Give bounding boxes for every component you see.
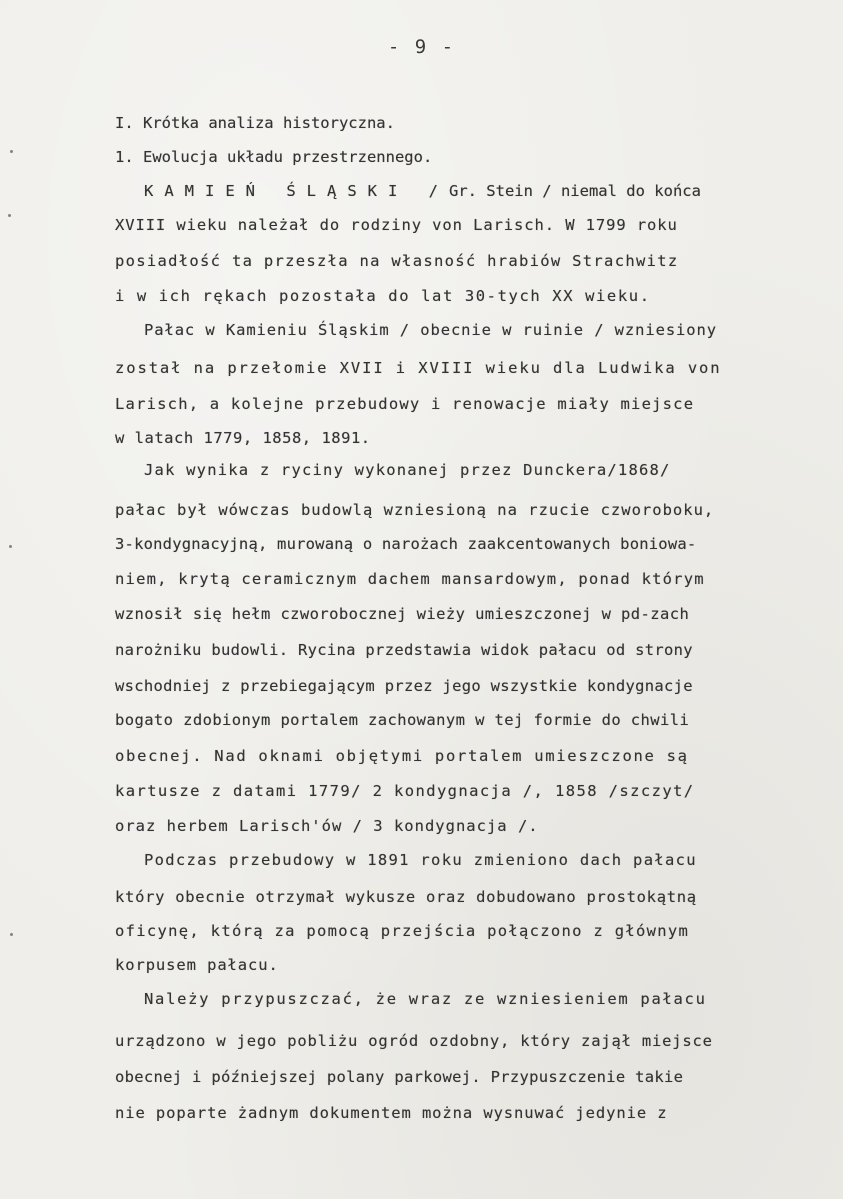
- paragraph-line: Larisch, a kolejne przebudowy i renowacje miały miejsce: [115, 395, 695, 413]
- paragraph-line: bogato zdobionym portalem zachowanym w tej formie do chwili: [115, 711, 690, 729]
- paragraph-line: oraz herbem Larisch'ów / 3 kondygnacja /.: [115, 817, 539, 835]
- subsection-heading: 1. Ewolucja układu przestrzennego.: [115, 148, 433, 166]
- paragraph-line: korpusem pałacu.: [115, 956, 279, 974]
- paragraph-line: kartusze z datami 1779/ 2 kondygnacja /, 1858 /szczyt/: [115, 782, 695, 800]
- paragraph-line: narożniku budowli. Rycina przedstawia widok pałacu od strony: [115, 641, 693, 659]
- section-heading: I. Krótka analiza historyczna.: [115, 114, 395, 132]
- paragraph-line: wznosił się hełm czworobocznej wieży umieszczonej w pd-zach: [115, 605, 690, 623]
- place-name: KAMIEŃ ŚLĄSKI /: [144, 182, 449, 200]
- paragraph-line: który obecnie otrzymał wykusze oraz dobudowano prostokątną: [115, 888, 697, 906]
- paragraph-line: XVIII wieku należał do rodziny von Larisch. W 1799 roku: [115, 216, 678, 234]
- paragraph-line: niem, krytą ceramicznym dachem mansardowym, ponad którym: [115, 570, 705, 588]
- scan-mark: [8, 214, 11, 217]
- paragraph-line: urządzono w jego pobliżu ogród ozdobny, który zajął miejsce: [115, 1032, 713, 1050]
- line-text: Gr. Stein / niemal do końca: [448, 182, 701, 200]
- scan-mark: [9, 545, 12, 548]
- paragraph-line: i w ich rękach pozostała do lat 30-tych XX wieku.: [115, 287, 651, 305]
- paragraph-line: oficynę, którą za pomocą przejścia połączono z głównym: [115, 922, 690, 940]
- paragraph-line: Należy przypuszczać, że wraz ze wzniesieniem pałacu: [144, 990, 707, 1008]
- paragraph-line: wschodniej z przebiegającym przez jego wszystkie kondygnacje: [115, 677, 693, 695]
- paragraph-line: Jak wynika z ryciny wykonanej przez Dunckera/1868/: [144, 461, 671, 479]
- paragraph-line: Pałac w Kamieniu Śląskim / obecnie w ruinie / wzniesiony: [144, 321, 717, 339]
- scan-mark: [10, 150, 13, 153]
- scan-mark: [10, 933, 13, 936]
- paragraph-line: pałac był wówczas budowlą wzniesioną na rzucie czworoboku,: [115, 501, 715, 519]
- paragraph-line: Podczas przebudowy w 1891 roku zmieniono dach pałacu: [144, 851, 697, 869]
- paragraph-line: został na przełomie XVII i XVIII wieku dla Ludwika von: [115, 359, 722, 377]
- paragraph-line: [144, 181, 701, 201]
- paragraph-line: 3-kondygnacyjną, murowaną o narożach zaakcentowanych boniowa-: [115, 535, 697, 553]
- page-number: - 9 -: [387, 36, 456, 58]
- paragraph-line: obecnej i późniejszej polany parkowej. Przypuszczenie takie: [115, 1068, 684, 1086]
- paragraph-line: obecnej. Nad oknami objętymi portalem umieszczone są: [115, 747, 689, 765]
- paragraph-line: w latach 1779, 1858, 1891.: [115, 429, 371, 447]
- paragraph-line: posiadłość ta przeszła na własność hrabiów Strachwitz: [115, 252, 679, 270]
- paragraph-line: nie poparte żadnym dokumentem można wysnuwać jedynie z: [115, 1104, 668, 1122]
